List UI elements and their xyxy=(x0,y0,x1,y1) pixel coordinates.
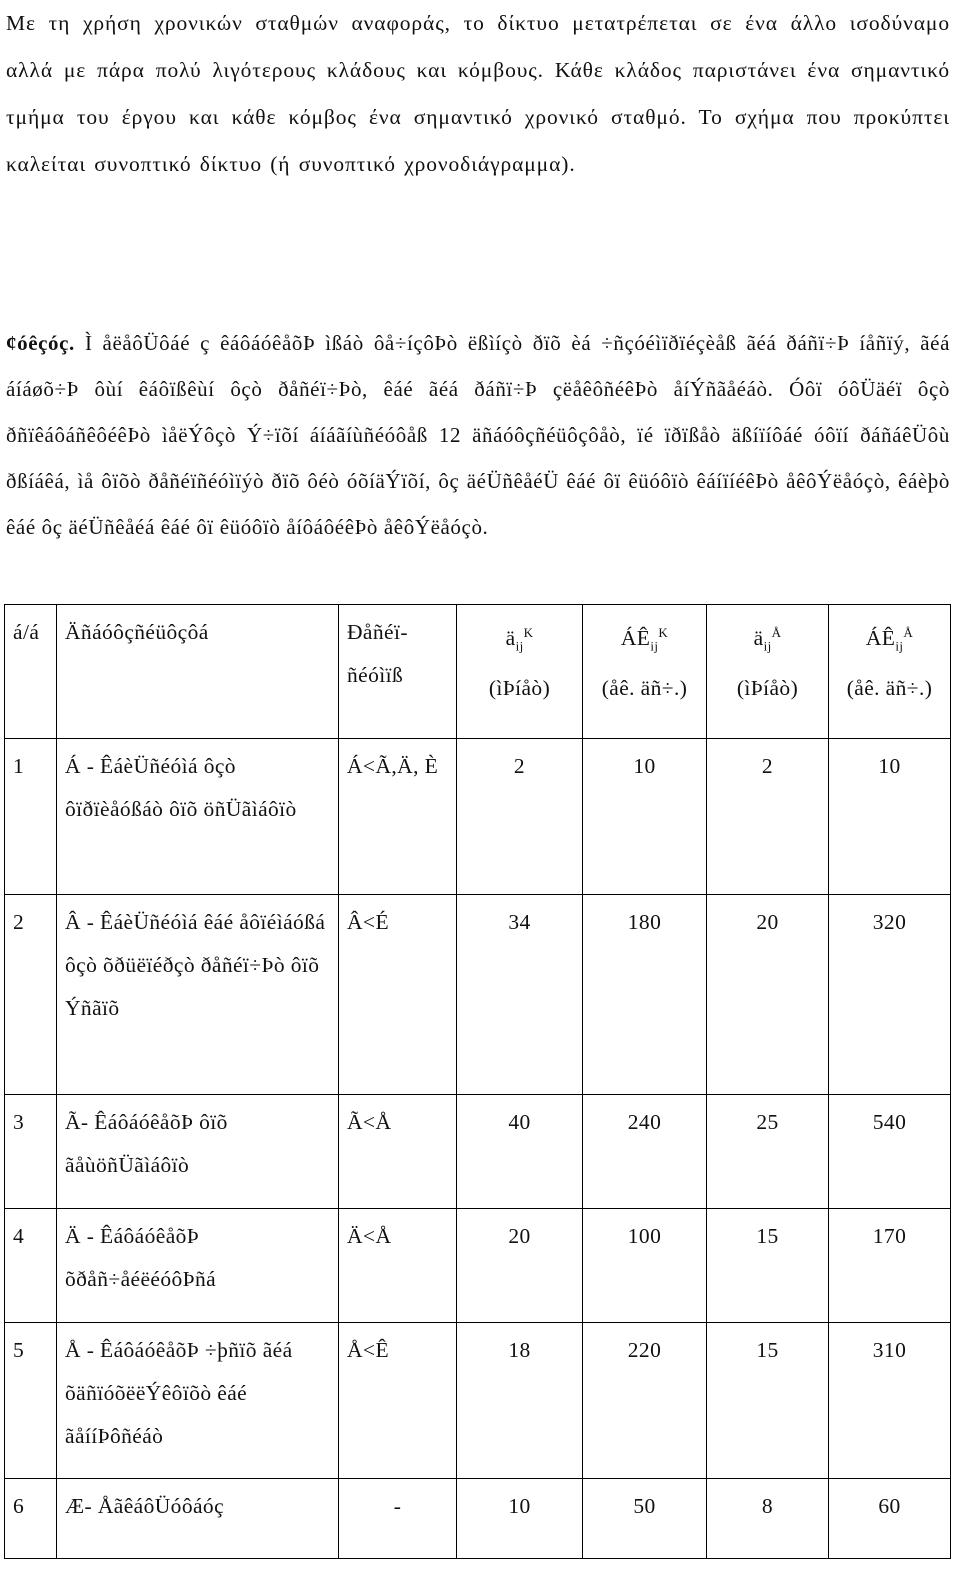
dk-base: ä xyxy=(505,626,516,651)
cell-de: 8 xyxy=(707,1479,829,1559)
table-header-row xyxy=(5,605,951,739)
cell-dk: 34 xyxy=(457,895,583,1095)
ck-unit: (åê. äñ÷.) xyxy=(601,676,688,701)
cell-constraints: Ã<Å xyxy=(339,1095,457,1209)
cell-num: 1 xyxy=(5,739,57,895)
header-duration-normal xyxy=(457,605,583,739)
cell-num: 6 xyxy=(5,1479,57,1559)
cell-de: 2 xyxy=(707,739,829,895)
cell-ck: 100 xyxy=(583,1209,707,1323)
cell-constraints: - xyxy=(339,1479,457,1559)
de-base: ä xyxy=(753,626,764,651)
de-sup: Å xyxy=(771,625,782,640)
cell-activity: Å - ÊáôáóêåõÞ ÷þñïõ ãéá õäñïóõëëÝêôïõò êáé ãåííÞôñéáò xyxy=(57,1323,339,1479)
cell-ce: 10 xyxy=(829,739,951,895)
problem-paragraph xyxy=(6,320,950,550)
cell-dk: 18 xyxy=(457,1323,583,1479)
cell-ck: 10 xyxy=(583,739,707,895)
ce-unit: (åê. äñ÷.) xyxy=(846,676,933,701)
de-sub: ij xyxy=(763,638,772,654)
cell-ce: 60 xyxy=(829,1479,951,1559)
table-row xyxy=(5,1095,951,1209)
cell-activity: Ä - ÊáôáóêåõÞ õðåñ÷åéëéóôÞñá xyxy=(57,1209,339,1323)
cell-num: 2 xyxy=(5,895,57,1095)
problem-text: Ì åëåôÜôáé ç êáôáóêåõÞ ìßáò ôå÷íçôÞò ëßìíçò ðïõ èá ÷ñçóéìïðïéçèåß ãéá ðáñï÷Þ íåñïý, ãéá áíáøõ÷Þ ôùí êáôïßêùí ôçò ðåñéï÷Þò, êáé ãéá ðáñï÷Þ çëåêôñéêÞò åíÝñãåéáò. Óôï óôÜäéï ôçò ðñïêáôáñêôéêÞò ìåëÝôçò Ý÷ïõí áíáãíùñéóôåß 12 äñáóôçñéüôçôåò, ïé ïðïßåò äßíïíôáé óôïí ðáñáêÜôù ðßíáêá, ìå ôïõò ðåñéïñéóìïýò ðïõ ôéò óõíäÝïõí, ôç äéÜñêåéÜ êáé ôï êüóôïò êáíïíéêÞò åêôÝëåóçò, êáèþò êáé ôç äéÜñêåéá êáé ôï êüóôïò åíôáôéêÞò åêôÝëåóçò. xyxy=(6,331,950,539)
cell-de: 15 xyxy=(707,1209,829,1323)
ce-sub: ij xyxy=(895,638,904,654)
ce-base: ÁÊ xyxy=(865,626,896,651)
table-row xyxy=(5,1209,951,1323)
ce-sup: Å xyxy=(903,625,914,640)
problem-statement xyxy=(6,320,950,550)
cell-ce: 540 xyxy=(829,1095,951,1209)
cell-ce: 310 xyxy=(829,1323,951,1479)
ck-sup: Κ xyxy=(658,625,669,640)
cell-constraints: Â<É xyxy=(339,895,457,1095)
header-constraints-line2: ñéóìïß xyxy=(347,663,404,687)
intro-section xyxy=(6,0,950,188)
header-cost-normal xyxy=(583,605,707,739)
cell-ce: 170 xyxy=(829,1209,951,1323)
header-num: á/á xyxy=(5,605,57,739)
table-row xyxy=(5,1479,951,1559)
header-activity: Äñáóôçñéüôçôá xyxy=(57,605,339,739)
table-row xyxy=(5,1323,951,1479)
cell-de: 15 xyxy=(707,1323,829,1479)
cell-dk: 10 xyxy=(457,1479,583,1559)
cell-ck: 180 xyxy=(583,895,707,1095)
cell-de: 25 xyxy=(707,1095,829,1209)
cell-activity: Á - ÊáèÜñéóìá ôçò ôïðïèåóßáò ôïõ öñÜãìáôïò xyxy=(57,739,339,895)
ck-base: ÁÊ xyxy=(620,626,651,651)
dk-sup: Κ xyxy=(523,625,534,640)
activities-table xyxy=(4,604,951,1559)
header-constraints xyxy=(339,605,457,739)
header-constraints-line1: Ðåñéï- xyxy=(347,620,408,644)
cell-dk: 20 xyxy=(457,1209,583,1323)
cell-constraints: Á<Ã,Ä, È xyxy=(339,739,457,895)
cell-num: 5 xyxy=(5,1323,57,1479)
cell-activity: Ã- ÊáôáóêåõÞ ôïõ ãåùöñÜãìáôïò xyxy=(57,1095,339,1209)
cell-ce: 320 xyxy=(829,895,951,1095)
cell-constraints: Ä<Å xyxy=(339,1209,457,1323)
table-row xyxy=(5,895,951,1095)
header-cost-intensive xyxy=(829,605,951,739)
cell-constraints: Å<Ê xyxy=(339,1323,457,1479)
header-duration-intensive xyxy=(707,605,829,739)
dk-unit: (ìÞíåò) xyxy=(488,676,551,701)
ck-sub: ij xyxy=(650,638,659,654)
cell-ck: 220 xyxy=(583,1323,707,1479)
intro-paragraph: Με τη χρήση χρονικών σταθμών αναφοράς, το δίκτυο μετατρέπεται σε ένα άλλο ισοδύναμο αλλά με πάρα πολύ λιγότερους κλάδους και κόμβους. Κάθε κλάδος παριστάνει ένα σημαντικό τμήμα του έργου και κάθε κόμβος ένα σημαντικό χρονικό σταθμό. Το σχήμα που προκύπτει καλείται συνοπτικό δίκτυο (ή συνοπτικό χρονοδιάγραμμα). xyxy=(6,11,950,176)
cell-dk: 40 xyxy=(457,1095,583,1209)
cell-activity: Æ- ÅãêáôÜóôáóç xyxy=(57,1479,339,1559)
table-row xyxy=(5,739,951,895)
cell-de: 20 xyxy=(707,895,829,1095)
cell-dk: 2 xyxy=(457,739,583,895)
dk-sub: ij xyxy=(515,638,524,654)
problem-lead: ¢óêçóç. xyxy=(6,331,75,355)
cell-ck: 240 xyxy=(583,1095,707,1209)
cell-num: 3 xyxy=(5,1095,57,1209)
cell-activity: Â - ÊáèÜñéóìá êáé åôïéìáóßá ôçò õðüëïéðçò ðåñéï÷Þò ôïõ Ýñãïõ xyxy=(57,895,339,1095)
cell-ck: 50 xyxy=(583,1479,707,1559)
cell-num: 4 xyxy=(5,1209,57,1323)
de-unit: (ìÞíåò) xyxy=(736,676,799,701)
